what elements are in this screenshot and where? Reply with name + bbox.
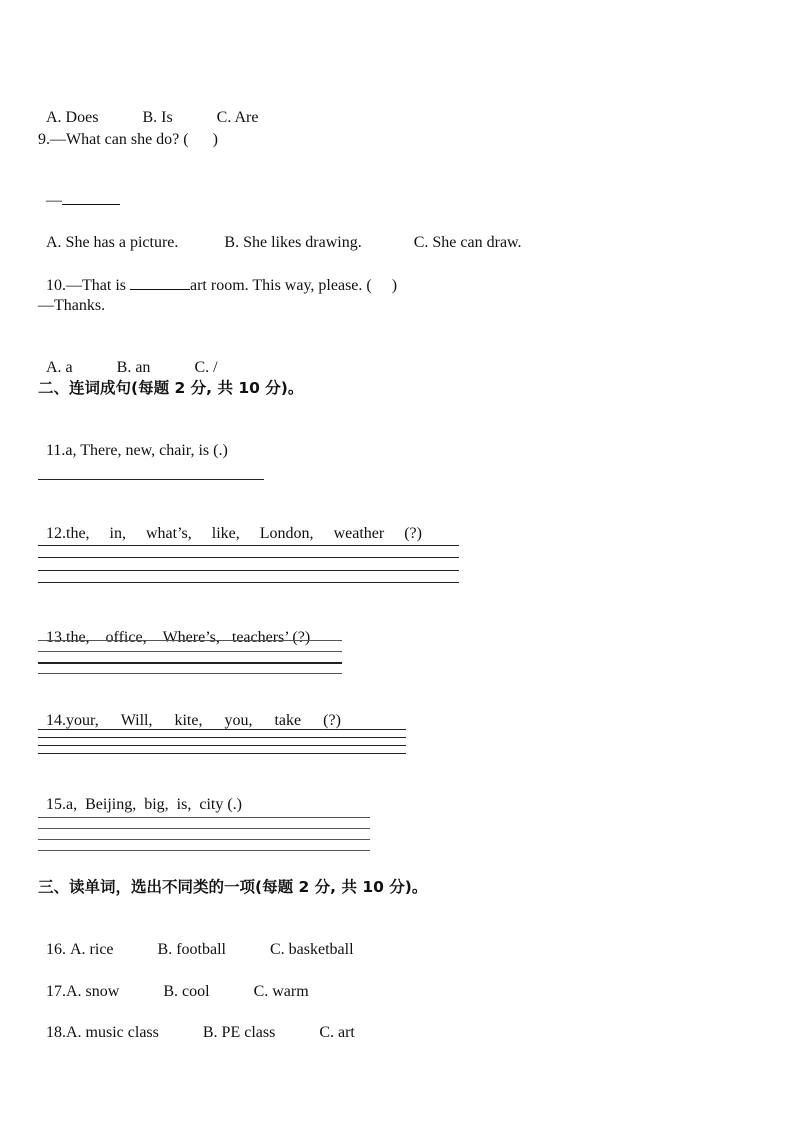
q17-option-a[interactable]: A. snow [66, 983, 120, 1000]
q13-number: 13. [46, 629, 66, 646]
q12 [38, 504, 422, 544]
q14-word: your, [66, 712, 99, 729]
q14-word: (?) [323, 712, 341, 729]
q10-question-end: art room. This way, please. ( ) [190, 277, 398, 294]
q12-word: (?) [404, 525, 422, 542]
q10-option-b[interactable]: B. an [116, 359, 151, 376]
q12-answer-line[interactable] [38, 570, 459, 571]
q13-word: the, [66, 629, 90, 646]
q12-answer-line[interactable] [38, 557, 459, 558]
q14 [38, 691, 341, 731]
q16-option-a[interactable]: A. rice [70, 941, 114, 958]
q9-answer-blank[interactable] [62, 190, 120, 205]
q13-answer-line[interactable] [38, 673, 342, 674]
q17-option-c[interactable]: C. warm [253, 983, 309, 1000]
q10-question [38, 255, 397, 296]
section3-heading: 三、读单词，选出不同类的一项(每题 2 分, 共 10 分)。 [38, 878, 428, 896]
q13-word: Where’s, [162, 629, 220, 646]
q9-answer-line [38, 170, 120, 211]
q15 [38, 775, 242, 815]
q14-answer-line[interactable] [38, 729, 406, 730]
q11-words: a, There, new, chair, is (.) [65, 442, 228, 459]
q12-word: like, [211, 525, 240, 542]
q12-word: the, [66, 525, 90, 542]
q12-answer-line[interactable] [38, 545, 459, 546]
q16-option-b[interactable]: B. football [157, 941, 226, 958]
q13-word: teachers’ (?) [231, 629, 311, 646]
q15-word: a, [66, 796, 78, 813]
q13-answer-line[interactable] [38, 651, 342, 652]
q8-option-b[interactable]: B. Is [142, 109, 173, 126]
q10-options [38, 338, 218, 378]
q14-word: Will, [120, 712, 153, 729]
q10-option-a[interactable]: A. a [46, 359, 73, 376]
q16-number: 16. [46, 941, 66, 958]
q17-number: 17. [46, 983, 66, 1000]
q9-option-c[interactable]: C. She can draw. [413, 234, 522, 251]
q13 [38, 608, 310, 648]
q8-option-c[interactable]: C. Are [216, 109, 259, 126]
q15-answer-line[interactable] [38, 817, 370, 818]
q14-answer-line[interactable] [38, 753, 406, 754]
q15-answer-line[interactable] [38, 839, 370, 840]
q12-number: 12. [46, 525, 66, 542]
q9-answer-prefix: — [46, 192, 62, 209]
q15-answer-line[interactable] [38, 850, 370, 851]
q10-option-c[interactable]: C. / [194, 359, 218, 376]
q16-option-c[interactable]: C. basketball [269, 941, 354, 958]
q17-option-b[interactable]: B. cool [163, 983, 210, 1000]
q14-word: kite, [174, 712, 203, 729]
q14-word: you, [224, 712, 253, 729]
q8-option-a[interactable]: A. Does [46, 109, 99, 126]
q11 [38, 421, 228, 461]
section2-heading: 二、连词成句(每题 2 分, 共 10 分)。 [38, 379, 304, 397]
q14-number: 14. [46, 712, 66, 729]
q15-word: Beijing, [85, 796, 137, 813]
q11-number: 11. [46, 442, 66, 459]
q9-option-b[interactable]: B. She likes drawing. [224, 234, 362, 251]
q13-answer-line[interactable] [38, 640, 342, 641]
q15-word: is, [176, 796, 192, 813]
q18-option-c[interactable]: C. art [319, 1024, 355, 1041]
q10-question-start: 10.—That is [46, 277, 130, 294]
q12-word: London, [259, 525, 314, 542]
q18-option-b[interactable]: B. PE class [202, 1024, 276, 1041]
q9-options [38, 213, 522, 253]
q14-answer-line[interactable] [38, 737, 406, 738]
q12-word: in, [109, 525, 126, 542]
q10-blank[interactable] [130, 275, 190, 290]
q15-answer-line[interactable] [38, 828, 370, 829]
q12-answer-line[interactable] [38, 582, 459, 583]
q12-word: weather [333, 525, 385, 542]
q13-word: office, [105, 629, 147, 646]
q13-answer-line[interactable] [38, 662, 342, 664]
q12-word: what’s, [146, 525, 192, 542]
q15-word: city (.) [199, 796, 242, 813]
q17 [38, 962, 309, 1002]
q14-answer-line[interactable] [38, 745, 406, 746]
q15-number: 15. [46, 796, 66, 813]
q18-option-a[interactable]: A. music class [66, 1024, 159, 1041]
q18-number: 18. [46, 1024, 66, 1041]
q11-answer-line[interactable] [38, 479, 264, 480]
q15-word: big, [144, 796, 169, 813]
q8-options [38, 88, 258, 128]
q14-word: take [274, 712, 302, 729]
q16 [38, 920, 354, 960]
q9-option-a[interactable]: A. She has a picture. [46, 234, 179, 251]
q18 [38, 1003, 355, 1043]
q9-question: 9.—What can she do? ( ) [38, 131, 218, 148]
q10-reply: —Thanks. [38, 297, 106, 314]
